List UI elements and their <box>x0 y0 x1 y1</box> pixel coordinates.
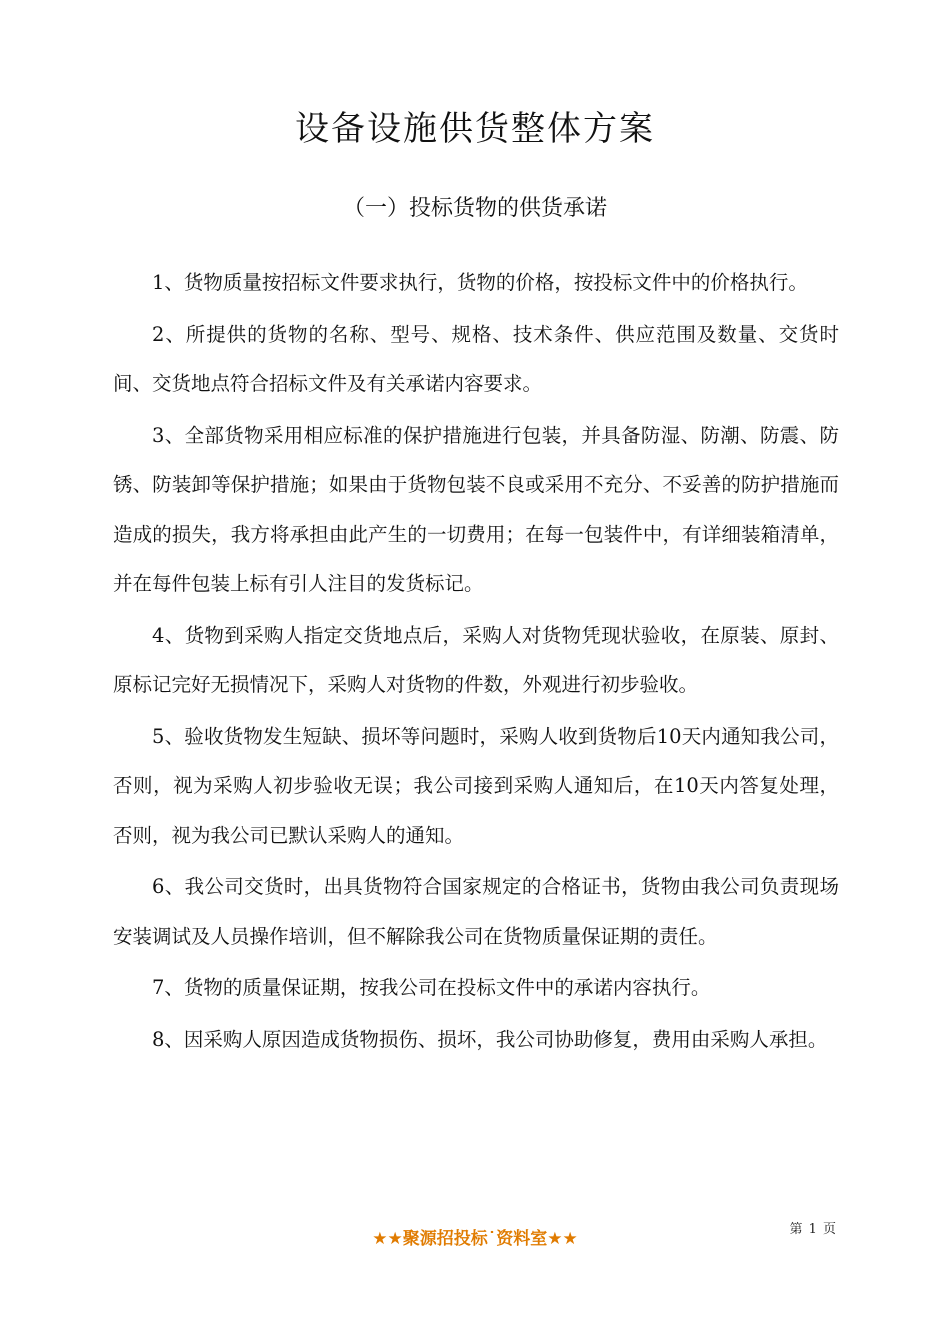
paragraph-6: 6、我公司交货时，出具货物符合国家规定的合格证书，货物由我公司负责现场安装调试及人员操作培训，但不解除我公司在货物质量保证期的责任。 <box>113 875 839 948</box>
document-title: 设备设施供货整体方案 <box>295 109 655 149</box>
page-number: 第 1 页 <box>789 1222 837 1237</box>
paragraph-2: 2、所提供的货物的名称、型号、规格、技术条件、供应范围及数量、交货时间、交货地点符合招标文件及有关承诺内容要求。 <box>113 322 839 395</box>
document-body <box>113 258 839 1066</box>
paragraph-7: 7、货物的质量保证期，按我公司在投标文件中的承诺内容执行。 <box>152 976 711 999</box>
watermark-text: ★★聚源招投标˙资料室★★ <box>372 1229 578 1249</box>
paragraph-4: 4、货物到采购人指定交货地点后，采购人对货物凭现状验收，在原装、原封、原标记完好无损情况下，采购人对货物的件数，外观进行初步验收。 <box>113 623 839 696</box>
paragraph-3: 3、全部货物采用相应标准的保护措施进行包装，并具备防湿、防潮、防震、防锈、防装卸等保护措施；如果由于货物包装不良或采用不充分、不妥善的防护措施而造成的损失，我方将承担由此产生的一切费用；在每一包装件中，有详细装箱清单，并在每件包装上标有引人注目的发货标记。 <box>113 423 839 595</box>
paragraph-8: 8、因采购人原因造成货物损伤、损坏，我公司协助修复，费用由采购人承担。 <box>152 1027 828 1051</box>
section-title: （一）投标货物的供货承诺 <box>342 196 607 221</box>
paragraph-5: 5、验收货物发生短缺、损坏等问题时，采购人收到货物后10天内通知我公司，否则，视为采购人初步验收无误；我公司接到采购人通知后，在10天内答复处理，否则，视为我公司已默认采购人的通知。 <box>113 724 839 847</box>
paragraph-1: 1、货物质量按招标文件要求执行，货物的价格，按投标文件中的价格执行。 <box>152 271 808 294</box>
